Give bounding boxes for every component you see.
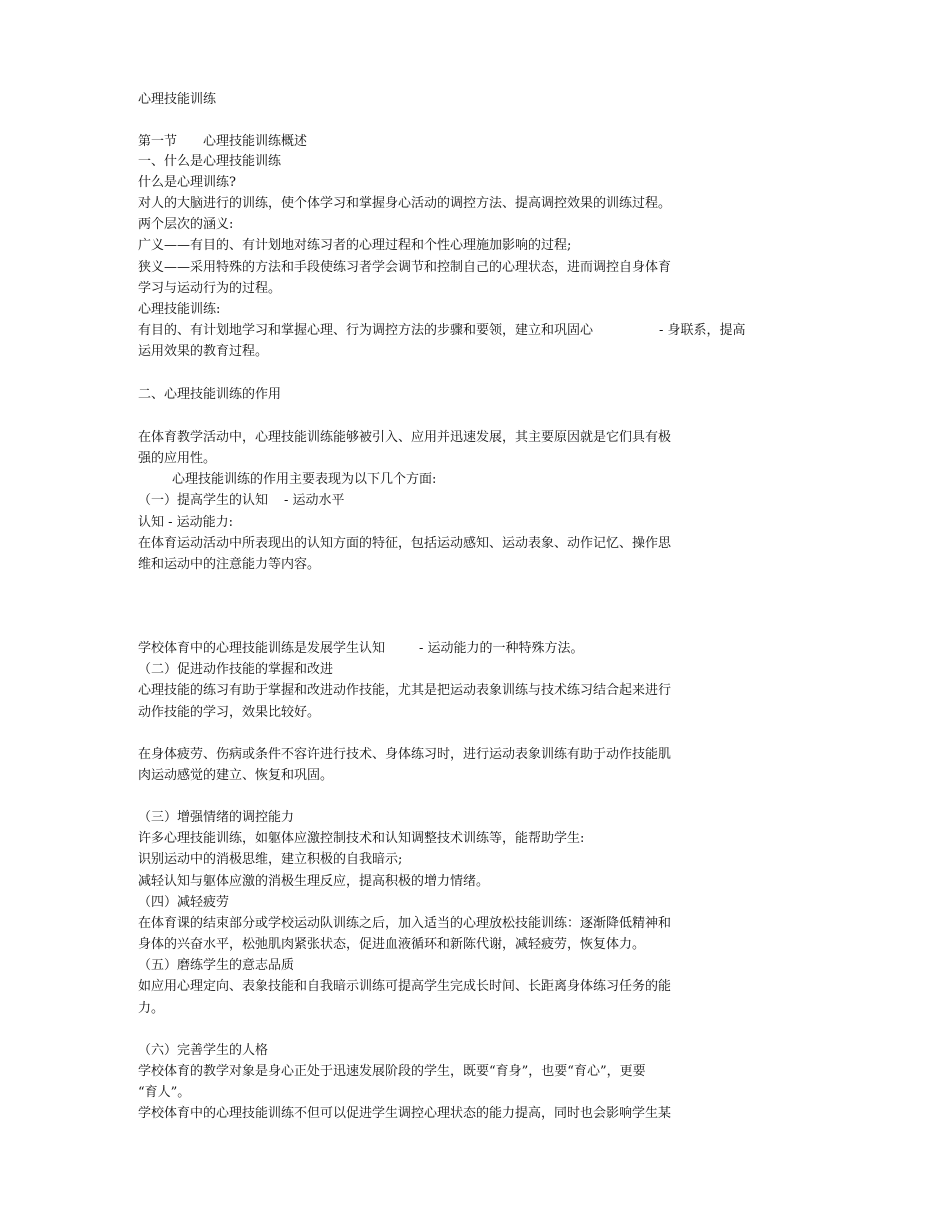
narrow-meaning-line1: 狭义——采用特殊的方法和手段使练习者学会调节和控制自己的心理状态，进而调控自身体育 — [138, 260, 672, 275]
item4-text-line2: 身体的兴奋水平，松弛肌肉紧张状态，促进血液循环和新陈代谢，减轻疲劳，恢复体力。 — [138, 937, 646, 952]
mst-heading: 心理技能训练: — [138, 302, 221, 317]
document-title: 心理技能训练 — [138, 92, 217, 107]
item1-text-line2: 维和运动中的注意能力等内容。 — [138, 557, 321, 572]
item6-text-line1: 学校体育的教学对象是身心正处于迅速发展阶段的学生，既要“育身”，也要“育心”，更要 — [138, 1064, 646, 1079]
part2-heading: 二、心理技能训练的作用 — [138, 387, 282, 402]
part2-intro-line2: 强的应用性。 — [138, 451, 217, 466]
item6-heading: （六）完善学生的人格 — [138, 1043, 269, 1058]
mst-definition-part-a: 有目的、有计划地学习和掌握心理、行为调控方法的步骤和要领，建立和巩固心 — [138, 323, 594, 338]
item3-heading: （三）增强情绪的调控能力 — [138, 810, 295, 825]
levels-heading: 两个层次的涵义: — [138, 217, 234, 232]
item6-text-line2: “育人”。 — [138, 1085, 191, 1100]
item2-text-line1: 心理技能的练习有助于掌握和改进动作技能，尤其是把运动表象训练与技术练习结合起来进行 — [138, 683, 672, 698]
item3-text-line1: 许多心理技能训练，如躯体应激控制技术和认知调整技术训练等，能帮助学生: — [138, 831, 585, 846]
section-title: 心理技能训练概述 — [203, 134, 308, 149]
part2-aspects: 心理技能训练的作用主要表现为以下几个方面: — [172, 472, 437, 487]
mst-definition-line2: 运用效果的教育过程。 — [138, 344, 269, 359]
item1-heading — [138, 491, 345, 511]
item6-text-line3: 学校体育中的心理技能训练不但可以促进学生调控心理状态的能力提高，同时也会影响学生某 — [138, 1106, 672, 1121]
broad-meaning: 广义——有目的、有计划地对练习者的心理过程和个性心理施加影响的过程; — [138, 238, 572, 253]
section-label: 第一节 — [138, 134, 178, 149]
section-heading — [138, 132, 307, 152]
item3-text-line3: 减轻认知与躯体应激的消极生理反应，提高积极的增力情绪。 — [138, 874, 490, 889]
item2-text-line4: 肉运动感觉的建立、恢复和巩固。 — [138, 768, 334, 783]
item2-heading: （二）促进动作技能的掌握和改进 — [138, 662, 334, 677]
part2-intro-line1: 在体育教学活动中，心理技能训练能够被引入、应用并迅速发展，其主要原因就是它们具有极 — [138, 430, 672, 445]
item5-text-line2: 力。 — [138, 1001, 165, 1016]
mst-definition-part-b: - 身联系，提高 — [659, 323, 746, 338]
item1-special-part-b: - 运动能力的一种特殊方法。 — [419, 641, 584, 656]
item2-text-line3: 在身体疲劳、伤病或条件不容许进行技术、身体练习时，进行运动表象训练有助于动作技能肌 — [138, 747, 672, 762]
item2-text-line2: 动作技能的学习，效果比较好。 — [138, 705, 321, 720]
item1-text-line1: 在体育运动活动中所表现出的认知方面的特征，包括运动感知、运动表象、动作记忆、操作思 — [138, 536, 672, 551]
item1-heading-part-a: （一）提高学生的认知 — [138, 493, 269, 508]
part1-question: 什么是心理训练? — [138, 175, 236, 190]
item1-special-method — [138, 639, 584, 659]
item1-special-part-a: 学校体育中的心理技能训练是发展学生认知 — [138, 641, 386, 656]
item4-heading: （四）减轻疲劳 — [138, 895, 230, 910]
item5-text-line1: 如应用心理定向、表象技能和自我暗示训练可提高学生完成长时间、长距离身体练习任务的能 — [138, 979, 672, 994]
part1-definition: 对人的大脑进行的训练，使个体学习和掌握身心活动的调控方法、提高调控效果的训练过程。 — [138, 196, 672, 211]
item1-heading-part-b: - 运动水平 — [284, 493, 345, 508]
item1-subheading: 认知 - 运动能力: — [138, 515, 234, 530]
narrow-meaning-line2: 学习与运动行为的过程。 — [138, 281, 282, 296]
part1-heading: 一、什么是心理技能训练 — [138, 154, 282, 169]
mst-definition-line1 — [138, 321, 746, 341]
item4-text-line1: 在体育课的结束部分或学校运动队训练之后，加入适当的心理放松技能训练：逐渐降低精神和 — [138, 916, 672, 931]
item5-heading: （五）磨练学生的意志品质 — [138, 958, 295, 973]
item3-text-line2: 识别运动中的消极思维，建立积极的自我暗示; — [138, 852, 403, 867]
